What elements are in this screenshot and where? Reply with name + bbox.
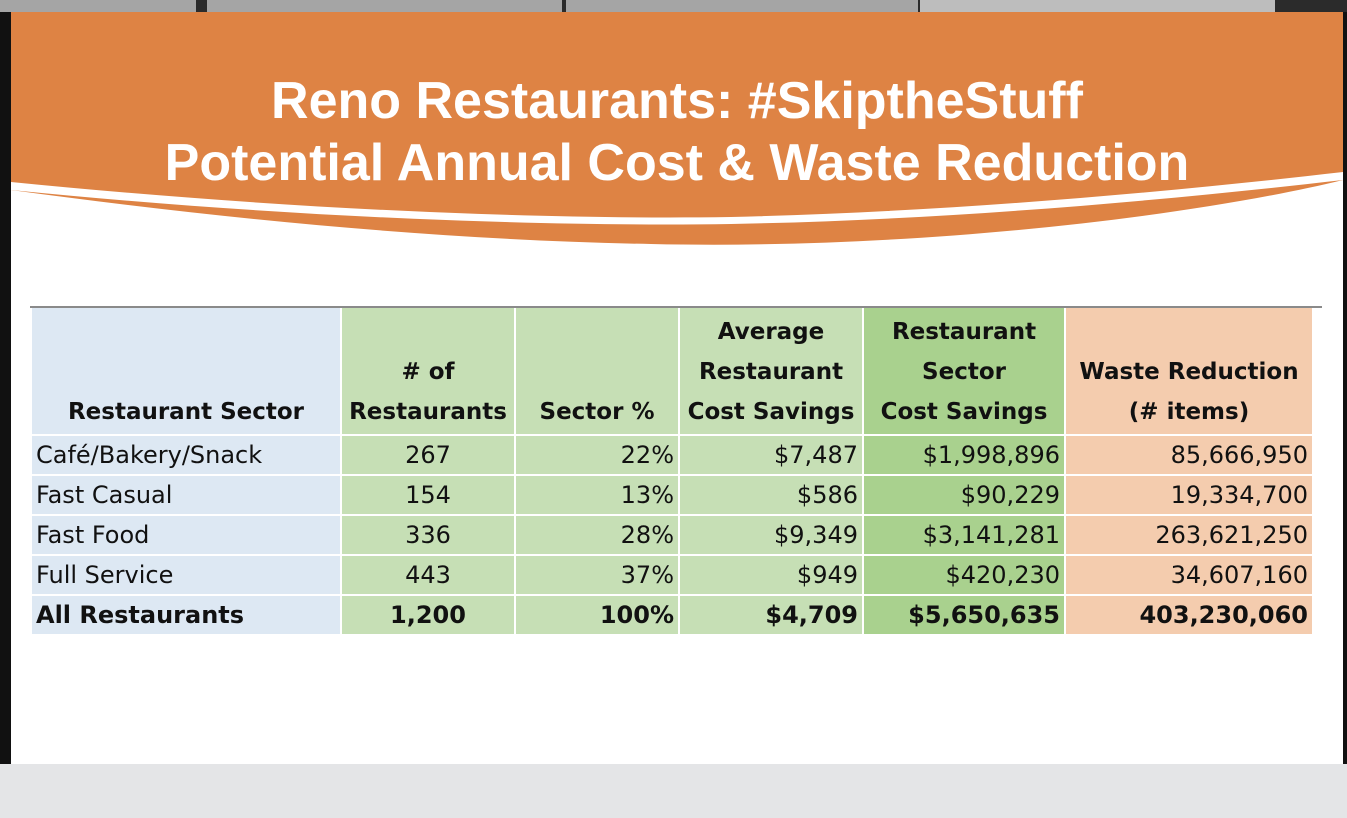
cost-waste-table: [30, 308, 1314, 634]
title-line-1: Reno Restaurants: #SkiptheStuff: [271, 72, 1083, 130]
cell-waste: 85,666,950: [1066, 434, 1312, 474]
table-total-row: [32, 594, 1312, 634]
header-sector-pct: Sector %: [516, 308, 678, 434]
cell-pct: 22%: [516, 434, 678, 474]
table-row: [32, 434, 1312, 474]
cell-waste: 19,334,700: [1066, 474, 1312, 514]
cell-num: 443: [342, 554, 514, 594]
cell-avg: $9,349: [680, 514, 862, 554]
cell-sec: $1,998,896: [864, 434, 1064, 474]
cell-pct: 28%: [516, 514, 678, 554]
slide-frame: [0, 12, 1347, 764]
cell-num: 336: [342, 514, 514, 554]
window-top-bar: [0, 0, 1347, 12]
table-row: [32, 514, 1312, 554]
cell-avg: $7,487: [680, 434, 862, 474]
total-sec: $5,650,635: [864, 594, 1064, 634]
cell-sec: $90,229: [864, 474, 1064, 514]
cell-sector: Full Service: [32, 554, 340, 594]
slide: [11, 12, 1343, 764]
top-bar-segment: [566, 0, 918, 12]
table-header-row: [32, 308, 1312, 434]
cell-sector: Café/Bakery/Snack: [32, 434, 340, 474]
total-num: 1,200: [342, 594, 514, 634]
cell-pct: 13%: [516, 474, 678, 514]
header-sector-cost-savings: Restaurant Sector Cost Savings: [864, 308, 1064, 434]
header-restaurant-sector: Restaurant Sector: [32, 308, 340, 434]
header-avg-cost-savings: Average Restaurant Cost Savings: [680, 308, 862, 434]
cell-sector: Fast Food: [32, 514, 340, 554]
cell-waste: 263,621,250: [1066, 514, 1312, 554]
cell-waste: 34,607,160: [1066, 554, 1312, 594]
total-pct: 100%: [516, 594, 678, 634]
table-row: [32, 474, 1312, 514]
table-row: [32, 554, 1312, 594]
cell-avg: $949: [680, 554, 862, 594]
total-avg: $4,709: [680, 594, 862, 634]
cell-sector: Fast Casual: [32, 474, 340, 514]
top-bar-segment: [0, 0, 196, 12]
cell-sec: $3,141,281: [864, 514, 1064, 554]
total-waste: 403,230,060: [1066, 594, 1312, 634]
top-bar-segment: [920, 0, 1275, 12]
slide-title: [11, 70, 1343, 194]
header-num-restaurants: # of Restaurants: [342, 308, 514, 434]
header-waste-reduction: Waste Reduction (# items): [1066, 308, 1312, 434]
cell-num: 267: [342, 434, 514, 474]
top-bar-segment: [207, 0, 562, 12]
cell-sec: $420,230: [864, 554, 1064, 594]
cell-avg: $586: [680, 474, 862, 514]
cell-num: 154: [342, 474, 514, 514]
cell-pct: 37%: [516, 554, 678, 594]
total-sector: All Restaurants: [32, 594, 340, 634]
title-line-2: Potential Annual Cost & Waste Reduction: [164, 134, 1190, 192]
